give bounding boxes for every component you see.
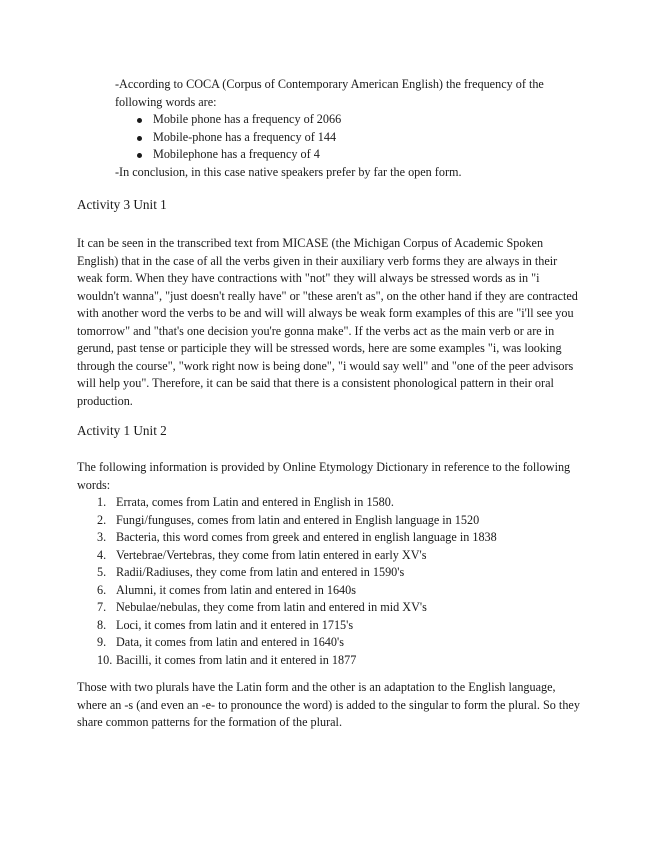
bullet-icon	[137, 153, 142, 158]
coca-conclusion: -In conclusion, in this case native speakers prefer by far the open form.	[115, 164, 462, 179]
list-item	[77, 529, 582, 547]
list-item-text: Fungi/funguses, comes from latin and entered in English language in 1520	[116, 512, 480, 527]
activity3-paragraph-text: It can be seen in the transcribed text from MICASE (the Michigan Corpus of Academic Spoken English) that in the case of all the verbs given in their auxiliary verb forms they are always in their weak form. When they have contractions with "not" they will always be stressed words as in "i wouldn't wanna", "just doesn't really have" or "these aren't as", on the other hand if they are contracted with another word the verbs to be and will will always be weak form examples of this are "i'll see you tomorrow" and "that's one decision you're gonna make". If the verbs act as the main verb or are in gerund, past tense or participle they will be stressed words, here are some examples "i, was looking through the course", "work right now is being done", "i would say well" and "one of the peer advisors will help you". Therefore, it can be said that there is a consistent phonological pattern in their oral production.	[77, 236, 578, 408]
list-number: 4.	[97, 547, 107, 562]
list-item-text: Mobile-phone has a frequency of 144	[153, 129, 337, 144]
activity3-heading: Activity 3 Unit 1	[77, 197, 167, 212]
list-item	[115, 111, 585, 129]
list-number: 2.	[97, 512, 107, 527]
list-item	[77, 617, 582, 635]
list-item-text: Errata, comes from Latin and entered in English in 1580.	[116, 495, 394, 509]
list-item	[115, 146, 585, 164]
activity1-conclusion-text: Those with two plurals have the Latin form and the other is an adaptation to the English language, where an -s (and even an -e- to pronounce the word) is added to the singular to form the plural. So they share common patterns for the formation of the plural.	[77, 680, 580, 729]
coca-frequency-list	[115, 111, 585, 164]
list-item	[77, 512, 582, 530]
etymology-list	[77, 494, 582, 669]
list-number: 1.	[97, 495, 107, 509]
activity3-paragraph	[77, 235, 582, 410]
list-item	[77, 634, 582, 652]
activity1-section	[77, 459, 582, 669]
list-item	[77, 582, 582, 600]
list-item-text: Mobile phone has a frequency of 2066	[153, 112, 342, 126]
list-item-text: Bacteria, this word comes from greek and entered in english language in 1838	[116, 530, 497, 544]
bullet-icon	[137, 136, 142, 141]
list-item	[77, 564, 582, 582]
activity1-intro: The following information is provided by Online Etymology Dictionary in reference to the following words:	[77, 460, 571, 492]
list-item-text: Bacilli, it comes from latin and it entered in 1877	[116, 652, 357, 667]
coca-section	[115, 76, 585, 181]
list-item-text: Radii/Radiuses, they come from latin and entered in 1590's	[116, 565, 405, 579]
list-item-text: Data, it comes from latin and entered in 1640's	[116, 635, 344, 649]
list-item-text: Loci, it comes from latin and it entered in 1715's	[116, 617, 354, 632]
list-item	[77, 599, 582, 617]
list-number: 5.	[97, 565, 107, 579]
list-number: 8.	[97, 617, 107, 632]
list-item-text: Alumni, it comes from latin and entered in 1640s	[116, 582, 356, 597]
list-number: 7.	[97, 600, 107, 614]
list-item-text: Mobilephone has a frequency of 4	[153, 147, 320, 161]
list-item-text: Nebulae/nebulas, they come from latin and entered in mid XV's	[116, 600, 427, 614]
list-number: 9.	[97, 635, 107, 649]
activity1-heading: Activity 1 Unit 2	[77, 423, 167, 438]
list-item-text: Vertebrae/Vertebras, they come from latin entered in early XV's	[116, 547, 427, 562]
list-number: 3.	[97, 530, 107, 544]
list-item	[77, 494, 582, 512]
list-item	[77, 652, 582, 670]
bullet-icon	[137, 118, 142, 123]
list-item	[77, 547, 582, 565]
list-number: 10.	[97, 652, 113, 667]
list-item	[115, 129, 585, 147]
activity1-conclusion	[77, 679, 582, 732]
coca-intro: -According to COCA (Corpus of Contemporary American English) the frequency of the following words are:	[115, 77, 544, 109]
list-number: 6.	[97, 582, 107, 597]
